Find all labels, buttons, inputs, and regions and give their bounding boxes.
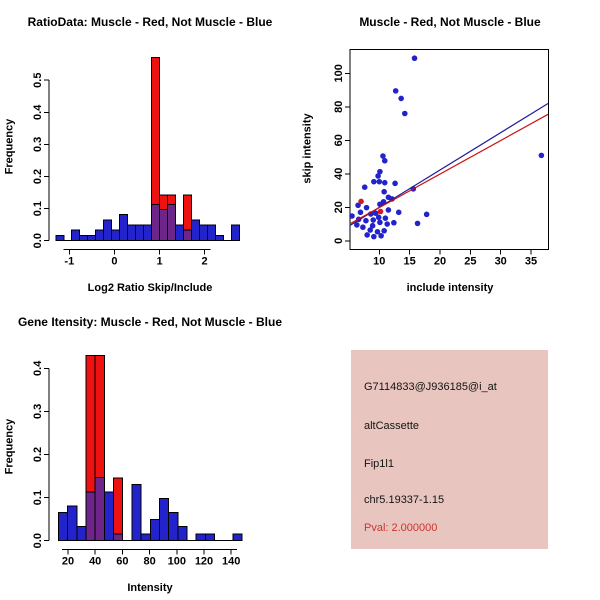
svg-text:100: 100 [333,64,345,83]
ratio-histogram-panel [0,0,300,300]
svg-text:0.4: 0.4 [32,104,44,120]
intensity-scatter-panel [300,0,600,300]
gene-info-box [351,350,548,549]
svg-text:0.2: 0.2 [32,168,44,185]
svg-text:0.1: 0.1 [32,489,44,506]
svg-text:25: 25 [464,255,477,268]
svg-text:0.3: 0.3 [32,403,44,420]
gene-info-panel [300,300,600,600]
svg-text:1: 1 [156,255,163,268]
intensity-scatter-ylabel: skip intensity [301,113,314,184]
intensity-scatter-plot [300,0,600,300]
svg-text:-1: -1 [64,255,75,268]
svg-text:80: 80 [333,100,345,113]
svg-text:60: 60 [116,555,129,568]
svg-text:0: 0 [111,255,118,268]
svg-text:60: 60 [333,134,345,147]
gene-intensity-histogram-panel [0,300,300,600]
svg-text:20: 20 [433,255,447,268]
gene-intensity-histogram-title: Gene Itensity: Muscle - Red, Not Muscle - Blue [17,315,283,329]
svg-text:40: 40 [89,555,102,568]
svg-text:0.3: 0.3 [32,136,44,153]
svg-text:100: 100 [167,555,186,568]
svg-text:0.0: 0.0 [32,233,44,249]
intensity-scatter-xlabel: include intensity [406,282,494,294]
svg-text:0: 0 [333,237,345,244]
ratio-histogram-plot [0,0,300,300]
ratio-histogram-title: RatioData: Muscle - Red, Not Muscle - Blue [27,15,273,29]
svg-text:30: 30 [494,255,507,268]
ratio-histogram-ylabel: Frequency [3,118,16,175]
intensity-scatter-title: Muscle - Red, Not Muscle - Blue [359,15,541,29]
svg-text:10: 10 [373,255,386,268]
svg-text:35: 35 [524,255,538,268]
ratio-histogram-xlabel: Log2 Ratio Skip/Include [87,282,213,294]
svg-text:20: 20 [61,555,75,568]
svg-text:15: 15 [403,255,416,268]
probe-id-text: G7114833@J936185@i_at [364,381,497,393]
svg-text:140: 140 [222,555,241,568]
gene-intensity-histogram-ylabel: Frequency [3,418,16,475]
svg-text:0.2: 0.2 [32,446,44,463]
svg-text:80: 80 [143,555,156,568]
svg-text:2: 2 [201,255,208,268]
svg-text:120: 120 [194,555,214,568]
pval-text: Pval: 2.000000 [364,522,438,534]
splice-type-text: altCassette [364,420,420,432]
svg-text:0.5: 0.5 [32,72,44,88]
gene-name-text: Fip1l1 [364,458,394,470]
gene-intensity-histogram-xlabel: Intensity [127,582,173,594]
svg-text:0.0: 0.0 [32,533,44,549]
svg-text:40: 40 [333,167,345,180]
locus-text: chr5.19337-1.15 [364,494,445,506]
svg-text:0.4: 0.4 [32,360,44,376]
svg-text:20: 20 [333,201,345,214]
gene-intensity-histogram-plot [0,300,300,600]
svg-text:0.1: 0.1 [32,200,44,217]
